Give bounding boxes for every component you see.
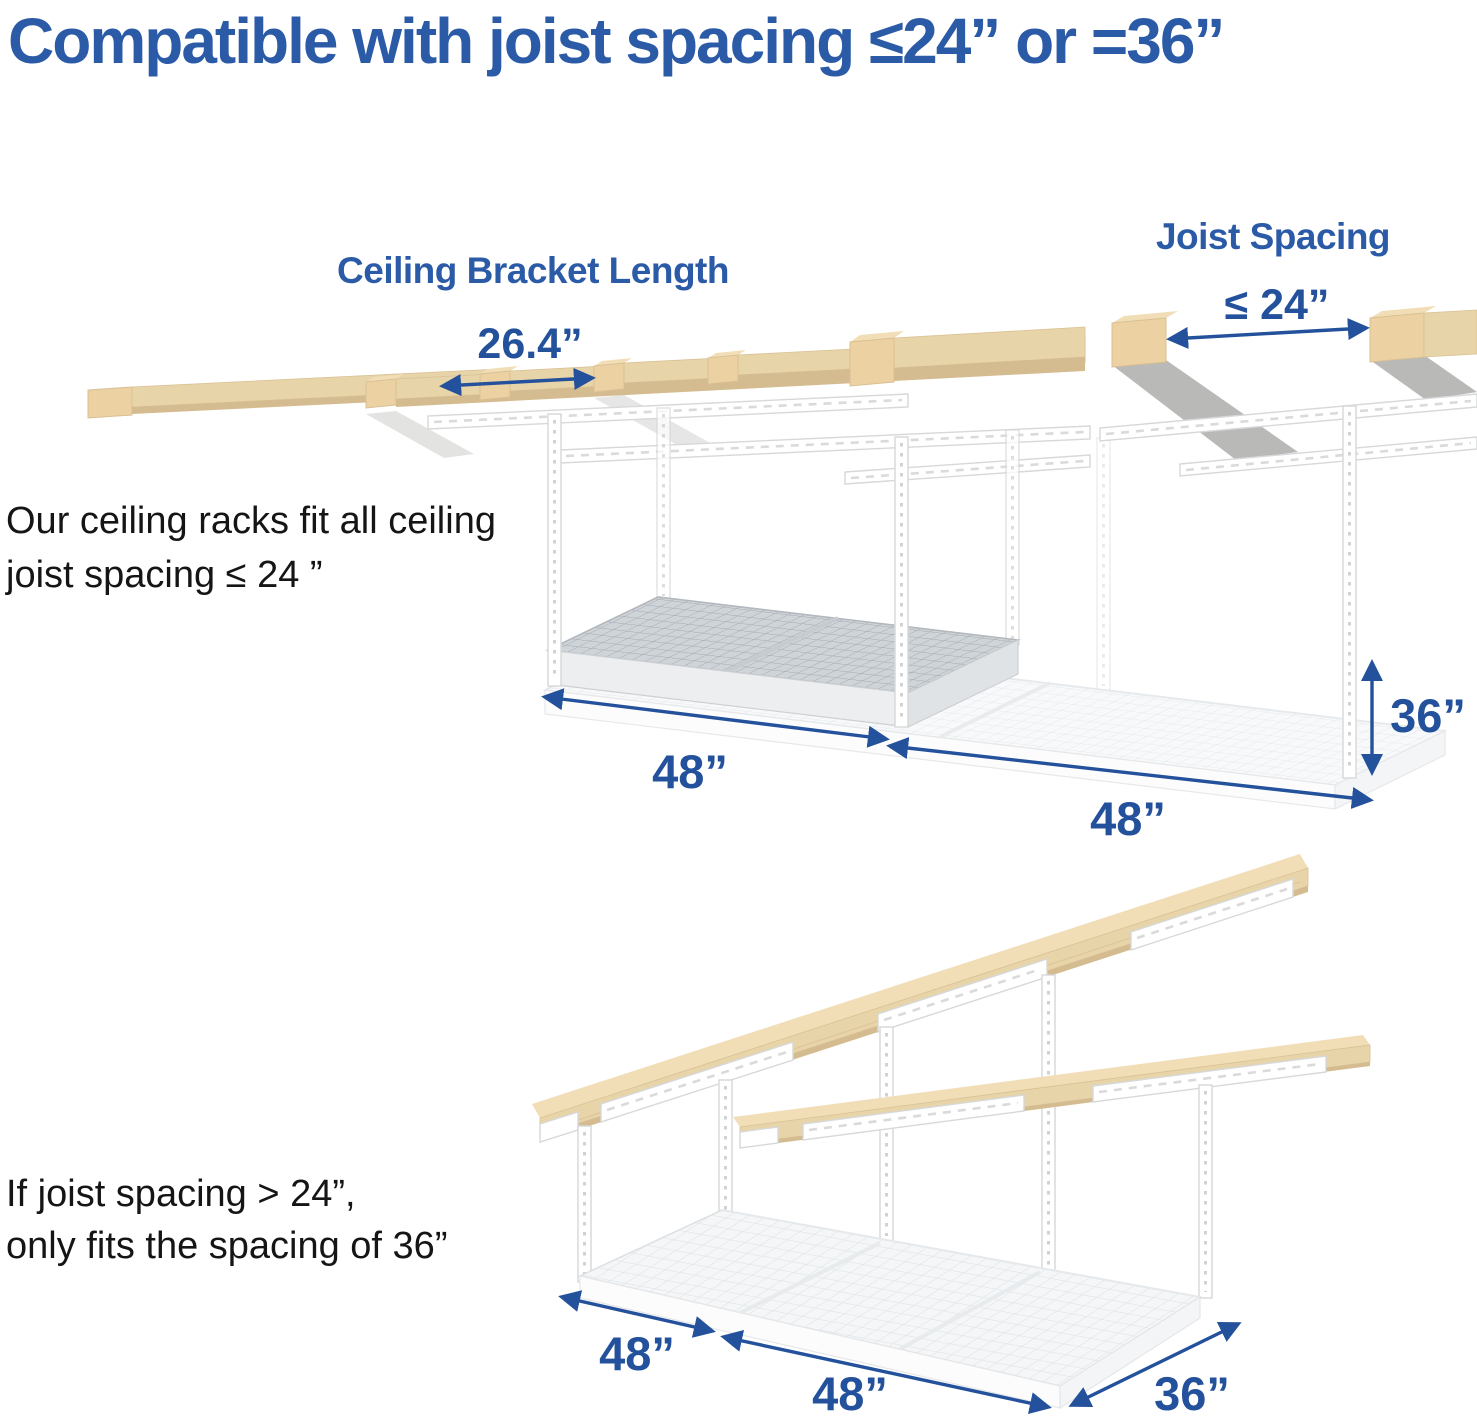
ceiling-bracket-strips (428, 394, 1090, 484)
page-title: Compatible with joist spacing ≤24” or =36” (8, 5, 1224, 77)
bottom-diagram (532, 854, 1370, 1408)
bottom-note-line2: only fits the spacing of 36” (6, 1225, 448, 1267)
bottom-dim-width-left: 48” (599, 1327, 675, 1380)
top-note-line1: Our ceiling racks fit all ceiling (6, 500, 496, 542)
bottom-dim-depth: 36” (1154, 1367, 1230, 1420)
joist-spacing-label: Joist Spacing (1155, 216, 1391, 257)
top-note (6, 494, 496, 602)
top-dim-width-left: 48” (652, 745, 728, 798)
bottom-rack-post-front (1199, 1085, 1212, 1298)
joist-spacing-value: ≤ 24” (1224, 281, 1330, 329)
bracket-length-value: 26.4” (477, 320, 583, 368)
bottom-dim-width-front: 48” (812, 1367, 888, 1420)
bracket-length-label: Ceiling Bracket Length (337, 250, 729, 291)
bottom-note-line1: If joist spacing > 24”, (6, 1173, 356, 1215)
bottom-note (6, 1168, 447, 1272)
top-dim-width-right: 48” (1090, 792, 1166, 845)
top-note-line2: joist spacing ≤ 24 ” (6, 554, 323, 596)
top-dim-height: 36” (1390, 689, 1466, 742)
